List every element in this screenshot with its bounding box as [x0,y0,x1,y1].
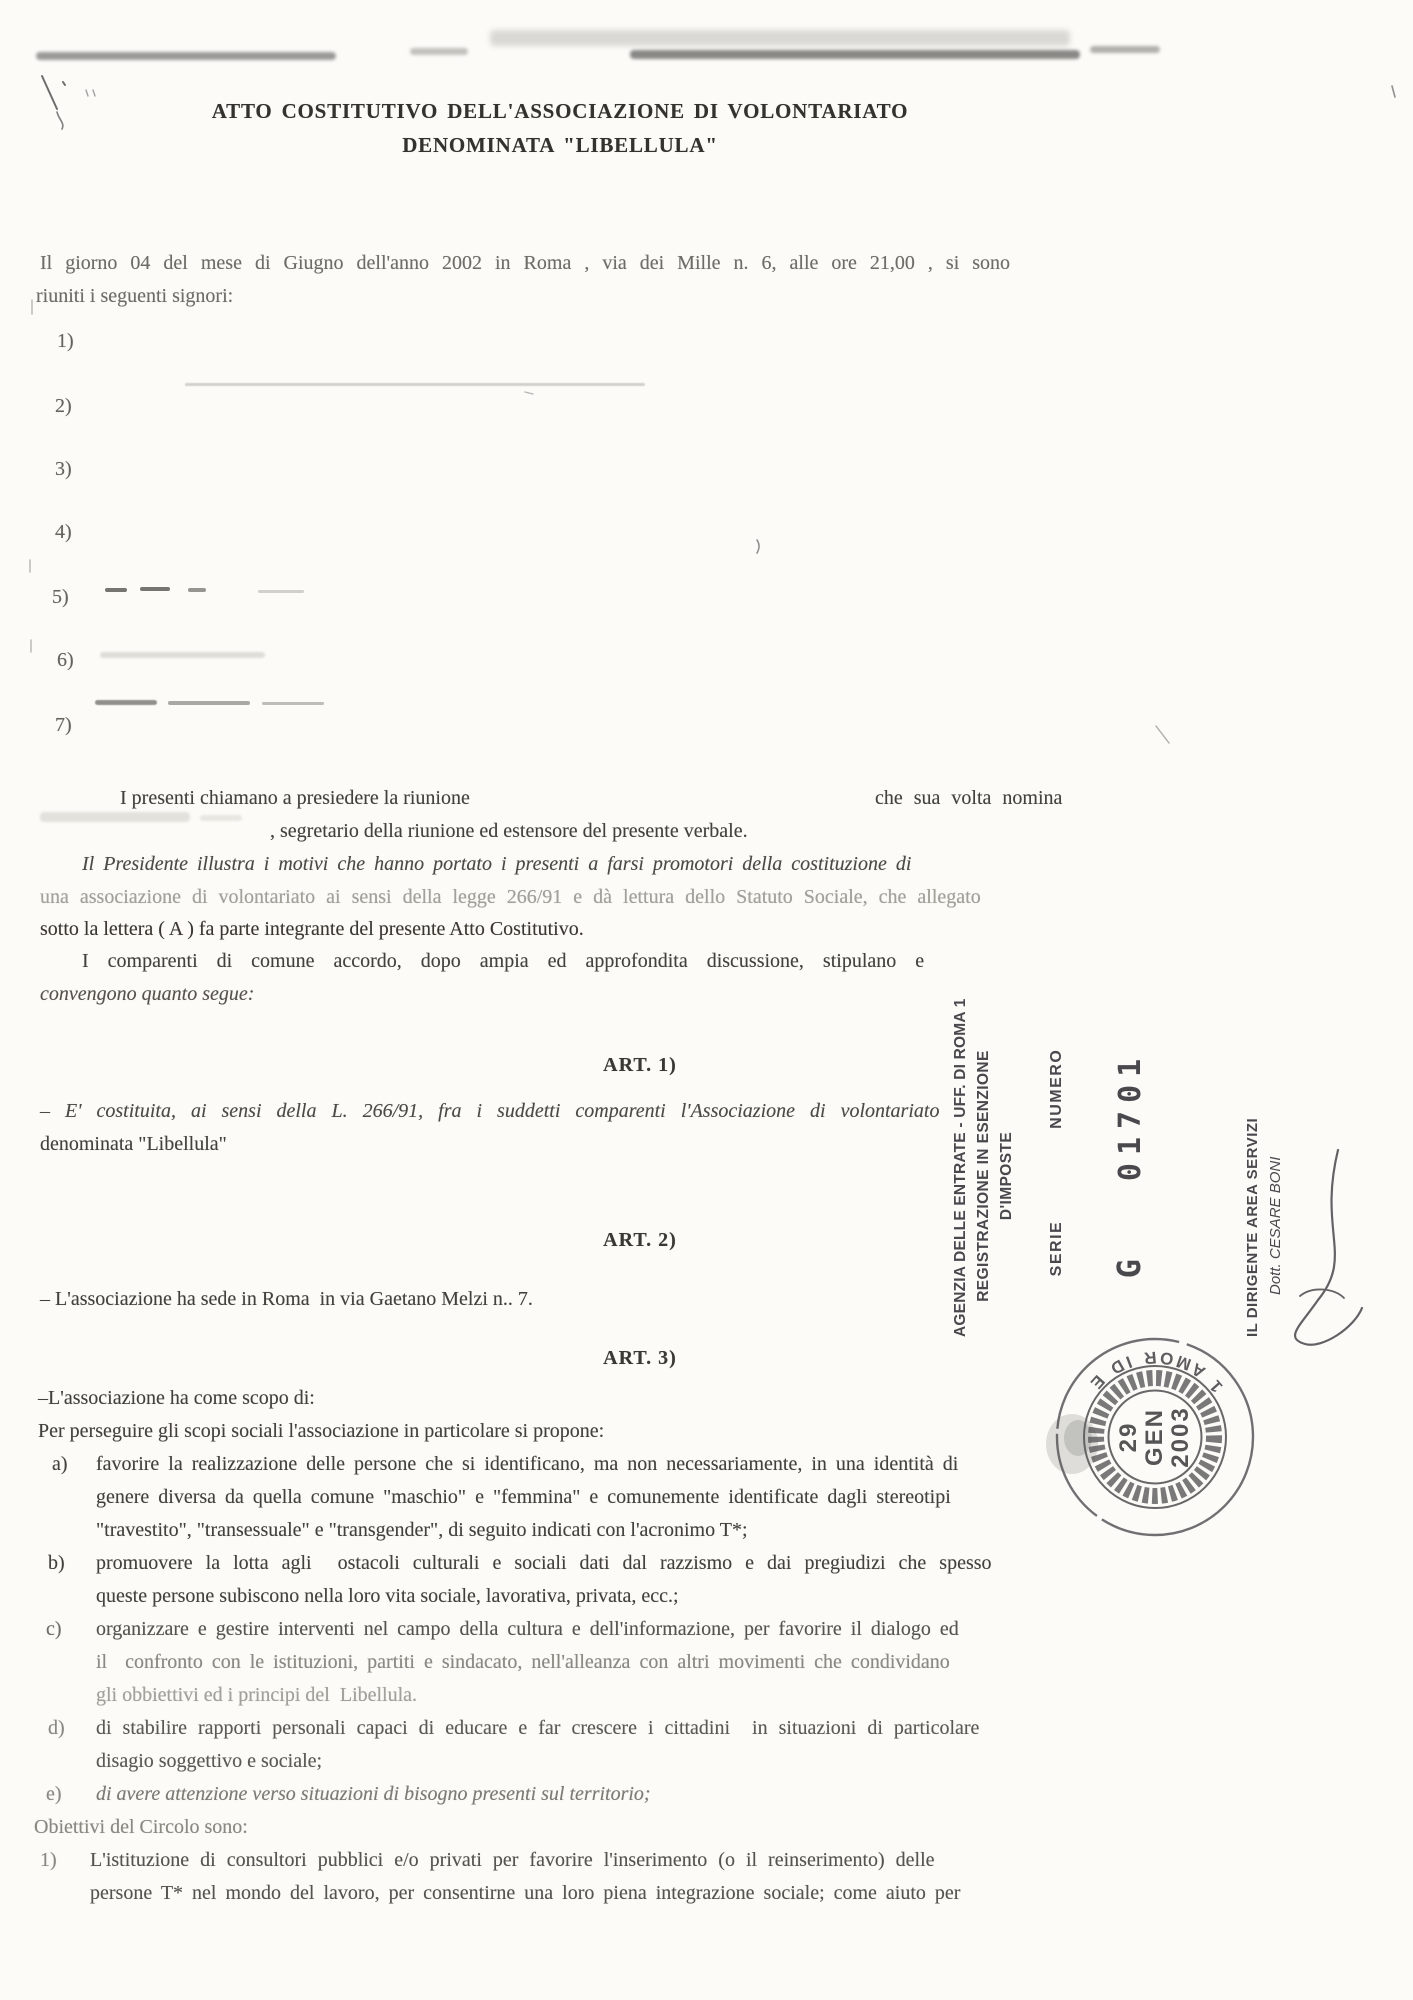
article-1-line2: denominata "Libellula" [40,1133,227,1155]
item-b-line2: queste persone subiscono nella loro vita sociale, lavorativa, privata, ecc.; [96,1585,679,1607]
item-c-line3: gli obbiettivi ed i principi del Libellula. [96,1684,418,1706]
article-1-heading: ART. 1) [603,1054,677,1076]
stamp-numero-label: NUMERO [1048,1048,1065,1129]
item-a-line3: "travestito", "transessuale" e "transgender", di seguito indicati con l'acronimo T*; [96,1519,748,1541]
item-c-line1: organizzare e gestire interventi nel campo della cultura e dell'informazione, per favorire il dialogo ed [96,1618,959,1640]
objective-1-line2: persone T* nel mondo del lavoro, per consentirne una loro piena integrazione sociale; come aiuto per [90,1882,961,1904]
item-a-line2: genere diversa da quella comune "maschio" e "femmina" e comunemente identificate dagli stereotipi [96,1486,951,1508]
scan-artifact [490,30,1070,46]
round-date-stamp [1020,1302,1290,1572]
stamp-type-line1: REGISTRAZIONE IN ESENZIONE [975,1050,992,1302]
item-label-b: b) [48,1552,65,1574]
objective-1-line1: L'istituzione di consultori pubblici e/o privati per favorire l'inserimento (o il reinserimento) delle [90,1849,935,1871]
pen-mark [42,76,57,109]
article-2-body: – L'associazione ha sede in Roma in via Gaetano Melzi n.. 7. [40,1288,533,1310]
stamp-date-month: GEN [1141,1407,1168,1467]
objective-label-1: 1) [40,1849,57,1871]
redacted-text-smudge [188,588,206,592]
article-3-heading: ART. 3) [603,1347,677,1369]
scan-artifact [1090,46,1160,53]
article-3-intro2: Per perseguire gli scopi sociali l'associazione in particolare si propone: [38,1420,605,1442]
item-d-line2: disagio soggettivo e sociale; [96,1750,323,1772]
article-1-line1: – E' costituita, ai sensi della L. 266/91, fra i suddetti comparenti l'Associazione di volontariato [40,1100,940,1122]
signatory-number: 5) [52,586,69,608]
redacted-text-smudge [105,588,127,592]
scan-artifact [36,52,336,60]
stamp-director-title: IL DIRIGENTE AREA SERVIZI [1244,1117,1261,1337]
intro-line1: Il giorno 04 del mese di Giugno dell'anno 2002 in Roma , via dei Mille n. 6, alle ore 21,00 , si sono [40,252,1011,274]
preamble-line1-right: che sua volta nomina [875,787,1063,809]
stamp-ring-text: E DI ROMA 1 [1083,1347,1227,1397]
preamble-line5: sotto la lettera ( A ) fa parte integrante del presente Atto Costitutivo. [40,918,584,940]
preamble-line3: Il Presidente illustra i motivi che hanno portato i presenti a farsi promotori della costituzione di [82,853,912,875]
item-label-c: c) [46,1618,62,1640]
redacted-text-smudge [95,700,157,705]
stamp-serie-label: SERIE [1048,1220,1065,1277]
signatory-number: 1) [57,330,74,352]
registration-stamp [952,998,1157,1337]
signatory-number: 2) [55,395,72,417]
preamble-line2: , segretario della riunione ed estensore del presente verbale. [270,820,748,842]
redacted-text-smudge [200,815,242,821]
redacted-text-smudge [185,383,645,386]
article-2-heading: ART. 2) [603,1229,677,1251]
intro-line2: riuniti i seguenti signori: [36,285,234,307]
stamp-date-year: 2003 [1167,1406,1194,1468]
signatory-number: 7) [55,714,72,736]
preamble-line6: I comparenti di comune accordo, dopo ampia ed approfondita discussione, stipulano e [82,950,925,972]
scan-artifact [410,48,468,55]
document-title-line1: ATTO COSTITUTIVO DELL'ASSOCIAZIONE DI VOLONTARIATO [211,99,909,123]
redacted-text-smudge [262,702,324,705]
preamble-line1-left: I presenti chiamano a presiedere la riunione [120,787,470,809]
signatory-number: 4) [55,521,72,543]
stamp-numero-value: 01701 [1113,1050,1148,1182]
stamp-office-line: AGENZIA DELLE ENTRATE - UFF. DI ROMA 1 [952,998,969,1337]
item-a-line1: favorire la realizzazione delle persone che si identificano, ma non necessariamente, in una identità di [96,1453,959,1475]
item-label-e: e) [46,1783,62,1805]
stamp-serie-value: G [1110,1259,1148,1279]
item-b-line1: promuovere la lotta agli ostacoli culturali e sociali dati dal razzismo e dai pregiudizi che spesso [96,1552,992,1574]
document-title-line2: DENOMINATA "LIBELLULA" [402,133,718,157]
item-label-a: a) [52,1453,68,1475]
article-3-intro1: –L'associazione ha come scopo di: [38,1387,315,1409]
redacted-text-smudge [140,587,170,591]
scan-artifact [630,50,1080,59]
signatory-number: 3) [55,458,72,480]
redacted-text-smudge [168,701,250,705]
preamble-line4-faded: una associazione di volontariato ai sensi della legge 266/91 e dà lettura dello Statuto Sociale, che allegato [40,886,981,908]
stamp-type-line2: D'IMPOSTE [998,1131,1015,1221]
item-c-line2: il confronto con le istituzioni, partiti e sindacato, nell'alleanza con altri movimenti che condividano [96,1651,950,1673]
stamp-director-name: Dott. CESARE BONI [1267,1156,1284,1295]
objectives-heading: Obiettivi del Circolo sono: [34,1816,248,1838]
item-e-line1: di avere attenzione verso situazioni di bisogno presenti sul territorio; [96,1783,651,1805]
stamp-date-day: 29 [1115,1421,1142,1453]
signatory-number: 6) [57,649,74,671]
item-d-line1: di stabilire rapporti personali capaci di educare e far crescere i cittadini in situazioni di particolare [96,1717,980,1739]
preamble-line7: convengono quanto segue: [40,983,255,1005]
redacted-text-smudge [100,652,265,658]
item-label-d: d) [48,1717,65,1739]
redacted-text-smudge [258,590,304,593]
redacted-text-smudge [40,812,190,822]
